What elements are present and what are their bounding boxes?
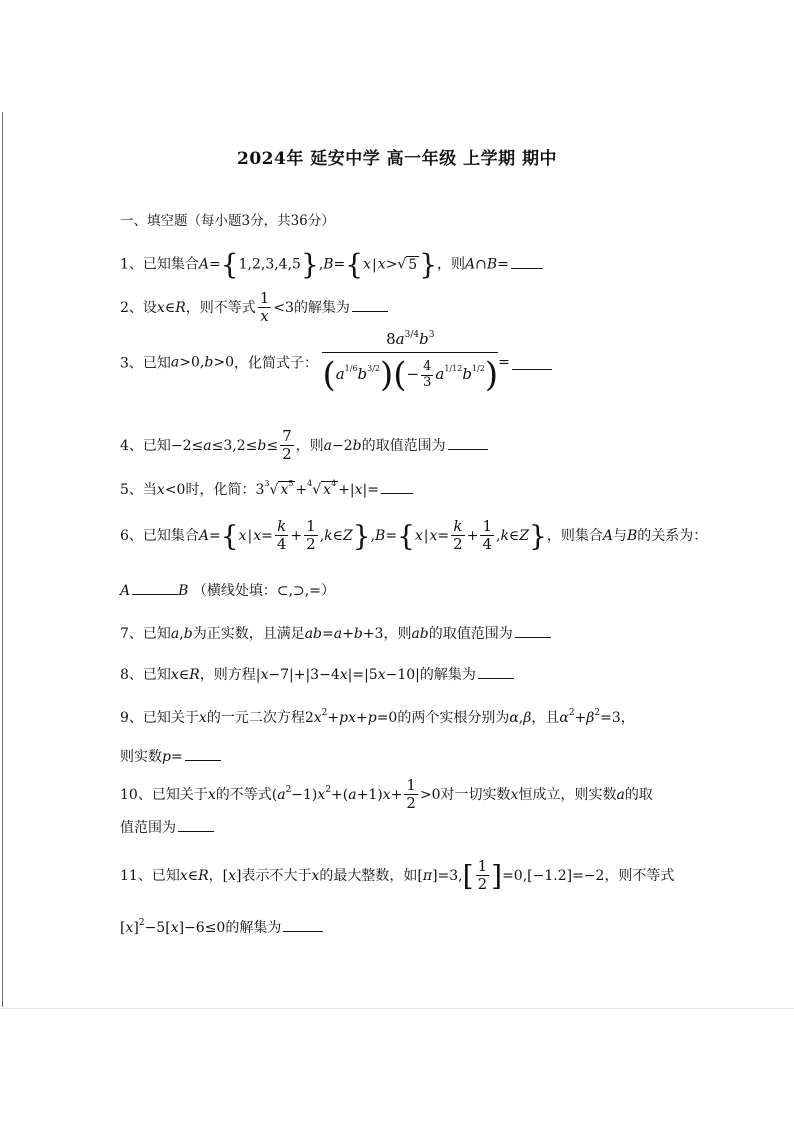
question-7: 7、已知a,b为正实数，且满足ab=a+b+3，则ab的取值范围为 [120, 623, 551, 643]
page-left-border [2, 112, 3, 1007]
question-9-line-2: 则实数p= [120, 746, 221, 766]
answer-blank[interactable] [478, 664, 514, 679]
question-2: 2、设x∈R，则不等式 $\frac{1}{x}$ <3的解集为 [120, 290, 388, 326]
question-number: 1、 [120, 256, 143, 273]
answer-blank[interactable] [515, 623, 551, 638]
question-11: 11、已知x∈R，[x]表示不大于x的最大整数，如[π]=3,[ $\frac{1}{2}$ ]=0,[−1.2]=−2，则不等式 [120, 857, 675, 894]
question-9: 9、已知关于x的一元二次方程$2x^2+px+p=0$的两个实根分别为α,β，且$\alpha^2+\beta^2=3$， [120, 708, 635, 726]
question-1: 1、已知集合A={1,2,3,4,5},B={x|x>√ 5}，则A∩B= [120, 248, 543, 281]
question-8: 8、已知x∈R，则方程|x−7|+|3−4x|=|5x−10|的解集为 [120, 664, 514, 684]
answer-blank[interactable] [381, 479, 413, 494]
page-title: 2024年 延安中学 高一年级 上学期 期中 [237, 149, 557, 169]
question-5: 5、当x<0时，化简：$3^3√$ $x^5 +^4√$ $x^4 +|x|=$ [120, 479, 413, 499]
answer-blank[interactable] [283, 917, 323, 932]
question-6-answer-line: A B （横线处填：⊂,⊃,=） [120, 580, 335, 600]
answer-blank[interactable] [448, 435, 488, 450]
answer-blank[interactable] [352, 297, 388, 312]
answer-blank[interactable] [132, 580, 178, 595]
answer-blank[interactable] [185, 746, 221, 761]
question-10-line-2: 值范围为 [120, 817, 214, 837]
question-10: 10、已知关于x的不等式$(a^2-1)x^2+(a+1)x+$ $\frac{1}{2}$ >0对一切实数x恒成立，则实数a的取 [120, 776, 653, 813]
question-4: 4、已知−2≤a≤3,2≤b≤ $\frac{7}{2}$ ，则a−2b的取值范围为 [120, 428, 488, 464]
question-6: 6、已知集合A={x|x= $\frac{k}{4}$ + $\frac{1}{2}$ ,k∈Z},B={x|x= $\frac{k}{2}$ + $\frac{1}{4}$ ,k∈Z}，则集合A与B的关系为： [120, 517, 708, 554]
question-11-line-2: $[x]^2-5[x]-6\le 0$的解集为 [120, 917, 323, 937]
answer-blank[interactable] [178, 817, 214, 832]
page-bottom-border [0, 1008, 794, 1009]
question-3: 3、已知a>0,b>0，化简式子： $8a^{3/4}b^3$ $(a^{1/6}b^{3/2})(-$ $\frac{4}{3}$ $a^{1/12}b^{1/2}$) = [120, 330, 552, 395]
section-heading: 一、填空题（每小题3分，共36分） [120, 213, 335, 229]
simplify-expression: $8a^{3/4}b^3$ $(a^{1/6}b^{3/2})(-$ $\frac{4}{3}$ $a^{1/12}b^{1/2}$) [322, 330, 499, 395]
answer-blank[interactable] [511, 254, 543, 269]
answer-blank[interactable] [512, 355, 552, 370]
